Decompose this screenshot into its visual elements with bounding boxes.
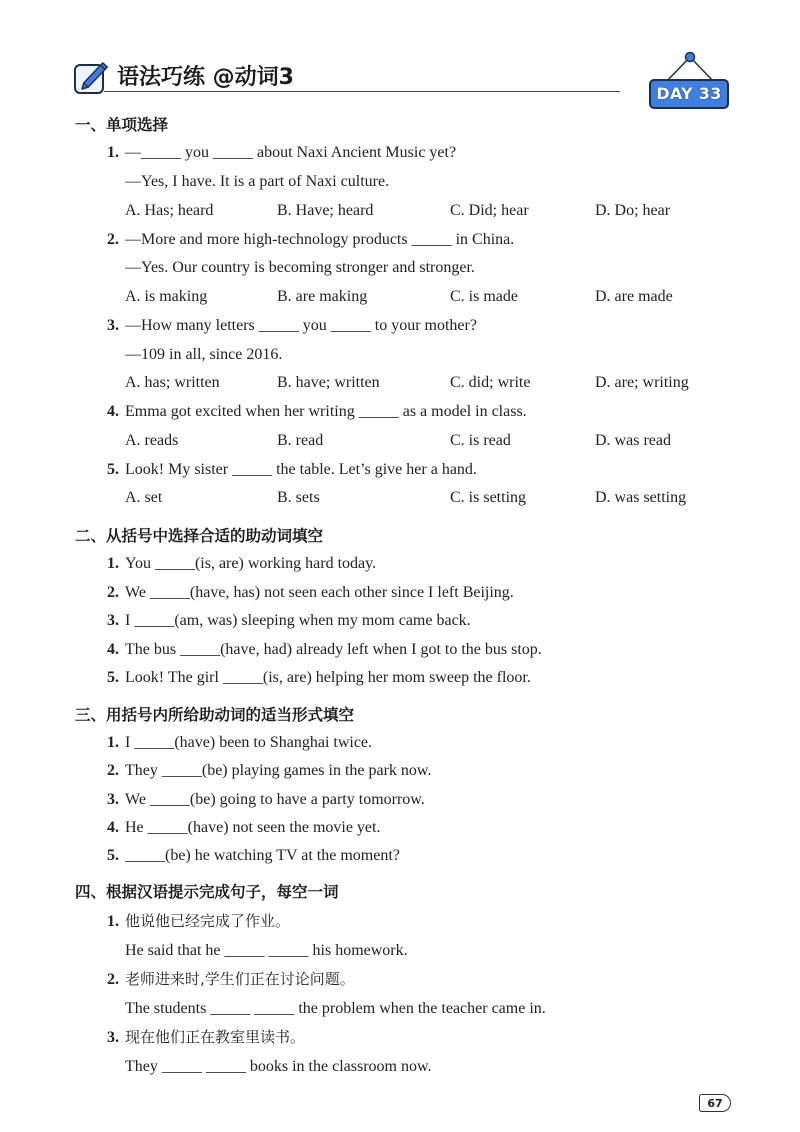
question-text: Look! My sister _____ the table. Let’s give her a hand. [125,460,477,478]
option-c: C. is read [450,431,511,449]
question-number: 3. [107,1028,119,1046]
question-text: We _____(be) going to have a party tomorrow. [125,790,425,808]
option-c: C. is setting [450,489,527,507]
question-text: _____(be) he watching TV at the moment? [125,847,400,865]
question-text: Look! The girl _____(is, are) helping her mom sweep the floor. [125,669,531,687]
question-text: —_____ you _____ about Naxi Ancient Music yet? [125,144,457,162]
english-sentence: He said that he _____ _____ his homework. [125,941,408,959]
option-a: A. has; written [125,374,220,392]
question-number: 2. [107,583,119,601]
option-b: B. are making [277,288,368,306]
option-a: A. set [125,489,163,507]
chinese-prompt: 老师进来时,学生们正在讨论问题。 [125,969,355,988]
question-text: I _____(am, was) sleeping when my mom came back. [125,612,471,630]
question-number: 3. [107,790,119,808]
question-stem [0,636,800,665]
option-c: C. is made [450,288,518,306]
question-stem [0,786,800,814]
option-c: C. did; write [450,374,531,392]
english-sentence: The students _____ _____ the problem when the teacher came in. [125,999,546,1017]
question-number: 5. [107,669,119,687]
question-number: 3. [107,612,119,630]
question-number: 4. [107,403,119,421]
question-number: 4. [107,818,119,836]
question-prompt [0,907,800,936]
question-stem [0,729,800,757]
question-number: 2. [107,970,119,988]
option-d: D. was read [595,431,671,449]
section-heading: 一、单项选择 [75,115,169,134]
option-a: A. is making [125,288,208,306]
section-heading: 三、用括号内所给助动词的适当形式填空 [75,705,355,724]
options-row [0,427,800,456]
question-text: —More and more high-technology products _____ in China. [125,230,515,248]
question-number: 1. [107,144,119,162]
options-row [0,484,800,513]
question-text: They _____(be) playing games in the park now. [125,762,432,780]
question-reply: —Yes, I have. It is a part of Naxi culture. [125,173,390,191]
question-text: The bus _____(have, had) already left when I got to the bus stop. [125,640,542,658]
option-c: C. Did; hear [450,201,529,219]
option-a: A. reads [125,431,179,449]
question-reply: —109 in all, since 2016. [125,345,283,363]
option-b: B. read [277,431,324,449]
page-title: 语法巧练 @动词3 [117,65,294,90]
question-stem [0,842,800,870]
question-text: He _____(have) not seen the movie yet. [125,818,381,836]
chinese-prompt: 他说他已经完成了作业。 [125,911,291,930]
question-number: 1. [107,912,119,930]
question-number: 4. [107,640,119,658]
question-text: We _____(have, has) not seen each other since I left Beijing. [125,583,514,601]
question-reply: —Yes. Our country is becoming stronger and stronger. [125,259,475,277]
question-stem [0,607,800,636]
section-choose-auxiliary [0,522,800,693]
english-sentence: They _____ _____ books in the classroom now. [125,1057,432,1075]
question-stem [0,550,800,579]
question-stem [0,312,800,341]
question-number: 5. [107,460,119,478]
question-text: Emma got excited when her writing _____ as a model in class. [125,403,527,421]
question-number: 1. [107,734,119,752]
question-number: 2. [107,230,119,248]
question-prompt [0,1023,800,1052]
options-row [0,369,800,398]
section-single-choice [0,111,800,514]
section-complete-sentences [0,878,800,1081]
question-stem [0,398,800,427]
question-text: I _____(have) been to Shanghai twice. [125,734,373,752]
option-d: D. are; writing [595,374,689,392]
question-stem [0,814,800,842]
question-prompt [0,965,800,994]
option-b: B. sets [277,489,320,507]
question-number: 1. [107,555,119,573]
question-number: 2. [107,762,119,780]
section-auxiliary-form [0,701,800,871]
option-b: B. have; written [277,374,380,392]
chinese-prompt: 现在他们正在教室里读书。 [125,1027,306,1046]
question-text: You _____(is, are) working hard today. [125,555,377,573]
section-heading: 二、从括号中选择合适的助动词填空 [75,526,324,545]
option-d: D. was setting [595,489,687,507]
question-stem [0,226,800,255]
options-row [0,283,800,312]
question-stem [0,664,800,693]
question-text: —How many letters _____ you _____ to your mother? [125,316,477,334]
section-heading: 四、根据汉语提示完成句子，每空一词 [75,882,339,901]
day-badge: DAY 33 [656,84,722,103]
question-stem [0,456,800,485]
option-d: D. are made [595,288,673,306]
question-number: 3. [107,316,119,334]
option-d: D. Do; hear [595,201,671,219]
page-number: 67 [699,1094,731,1112]
options-row [0,197,800,226]
question-stem [0,139,800,168]
question-stem [0,757,800,785]
option-a: A. Has; heard [125,201,214,219]
question-stem [0,579,800,608]
question-number: 5. [107,847,119,865]
option-b: B. Have; heard [277,201,374,219]
title-underline [104,91,620,92]
